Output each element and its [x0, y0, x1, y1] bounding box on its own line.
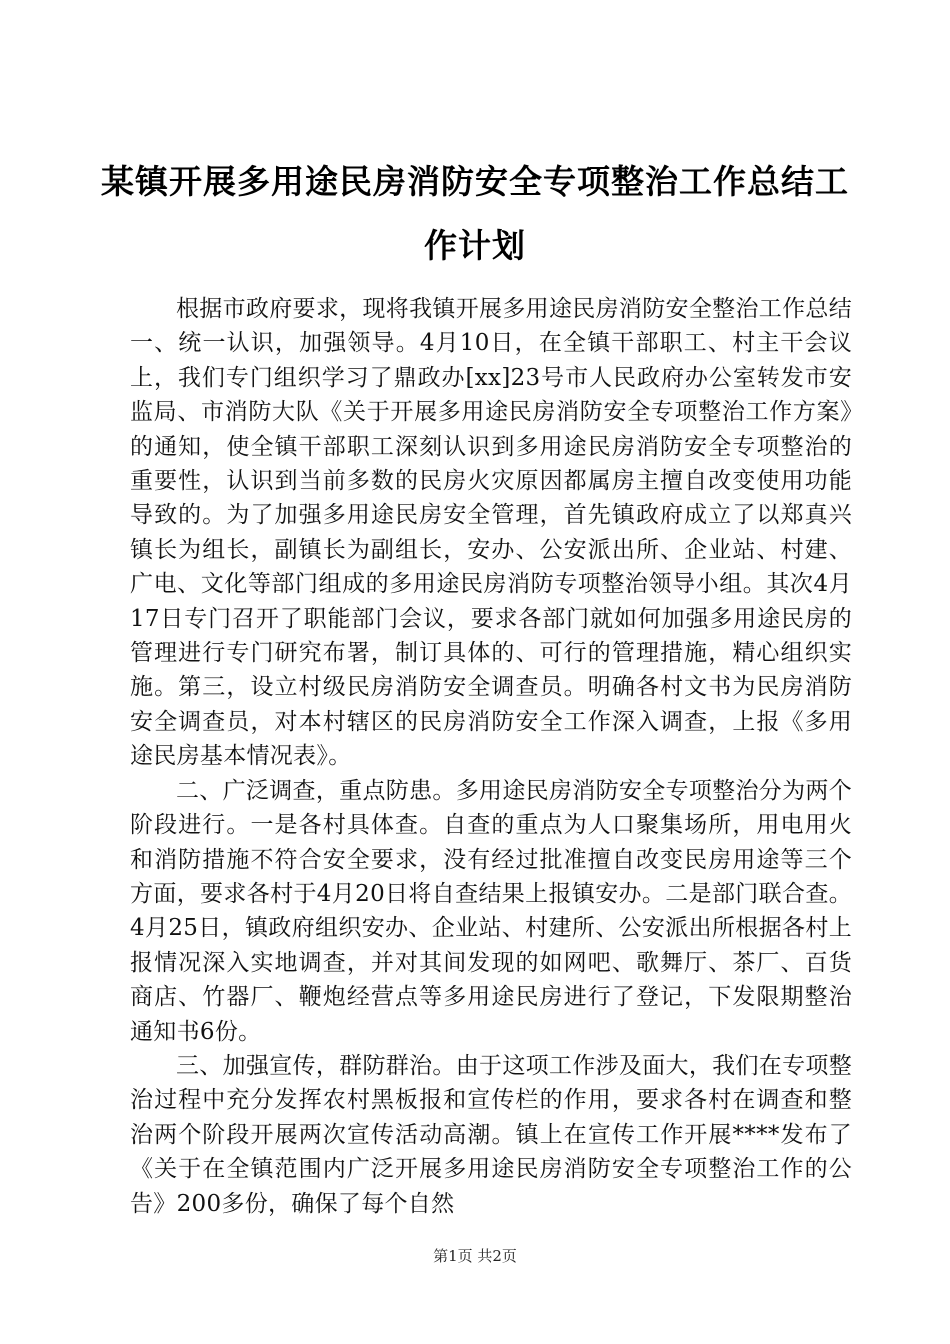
paragraph-2: 二、广泛调查，重点防患。多用途民房消防安全专项整治分为两个阶段进行。一是各村具体查。自查的重点为人口聚集场所，用电用火和消防措施不符合安全要求，没有经过批准擅自改变民房用途等三个方面，要求各村于4月20日将自查结果上报镇安办。二是部门联合查。4月25日，镇政府组织安办、企业站、村建所、公安派出所根据各村上报情况深入实地调查，并对其间发现的如网吧、歌舞厅、茶厂、百货商店、竹器厂、鞭炮经营点等多用途民房进行了登记，下发限期整治通知书6份。: [130, 777, 852, 1045]
paragraph-3: 三、加强宣传，群防群治。由于这项工作涉及面大，我们在专项整治过程中充分发挥农村黑板报和宣传栏的作用，要求各村在调查和整治两个阶段开展两次宣传活动高潮。镇上在宣传工作开展****发布了《关于在全镇范围内广泛开展多用途民房消防安全专项整治工作的公告》200多份，确保了每个自然: [130, 1052, 852, 1217]
document-body: [130, 292, 852, 1221]
document-title: 某镇开展多用途民房消防安全专项整治工作总结工作计划: [101, 162, 849, 265]
page-number-footer: 第1页 共2页: [433, 1247, 517, 1265]
paragraph-1: 根据市政府要求，现将我镇开展多用途民房消防安全整治工作总结一、统一认识，加强领导。4月10日，在全镇干部职工、村主干会议上，我们专门组织学习了鼎政办[xx]23号市人民政府办公室转发市安监局、市消防大队《关于开展多用途民房消防安全专项整治工作方案》的通知，使全镇干部职工深刻认识到多用途民房消防安全专项整治的重要性，认识到当前多数的民房火灾原因都属房主擅自改变使用功能导致的。为了加强多用途民房安全管理，首先镇政府成立了以郑真兴镇长为组长，副镇长为副组长，安办、公安派出所、企业站、村建、广电、文化等部门组成的多用途民房消防专项整治领导小组。其次4月17日专门召开了职能部门会议，要求各部门就如何加强多用途民房的管理进行专门研究布署，制订具体的、可行的管理措施，精心组织实施。第三，设立村级民房消防安全调查员。明确各村文书为民房消防安全调查员，对本村辖区的民房消防安全工作深入调查，上报《多用途民房基本情况表》。: [130, 296, 852, 770]
